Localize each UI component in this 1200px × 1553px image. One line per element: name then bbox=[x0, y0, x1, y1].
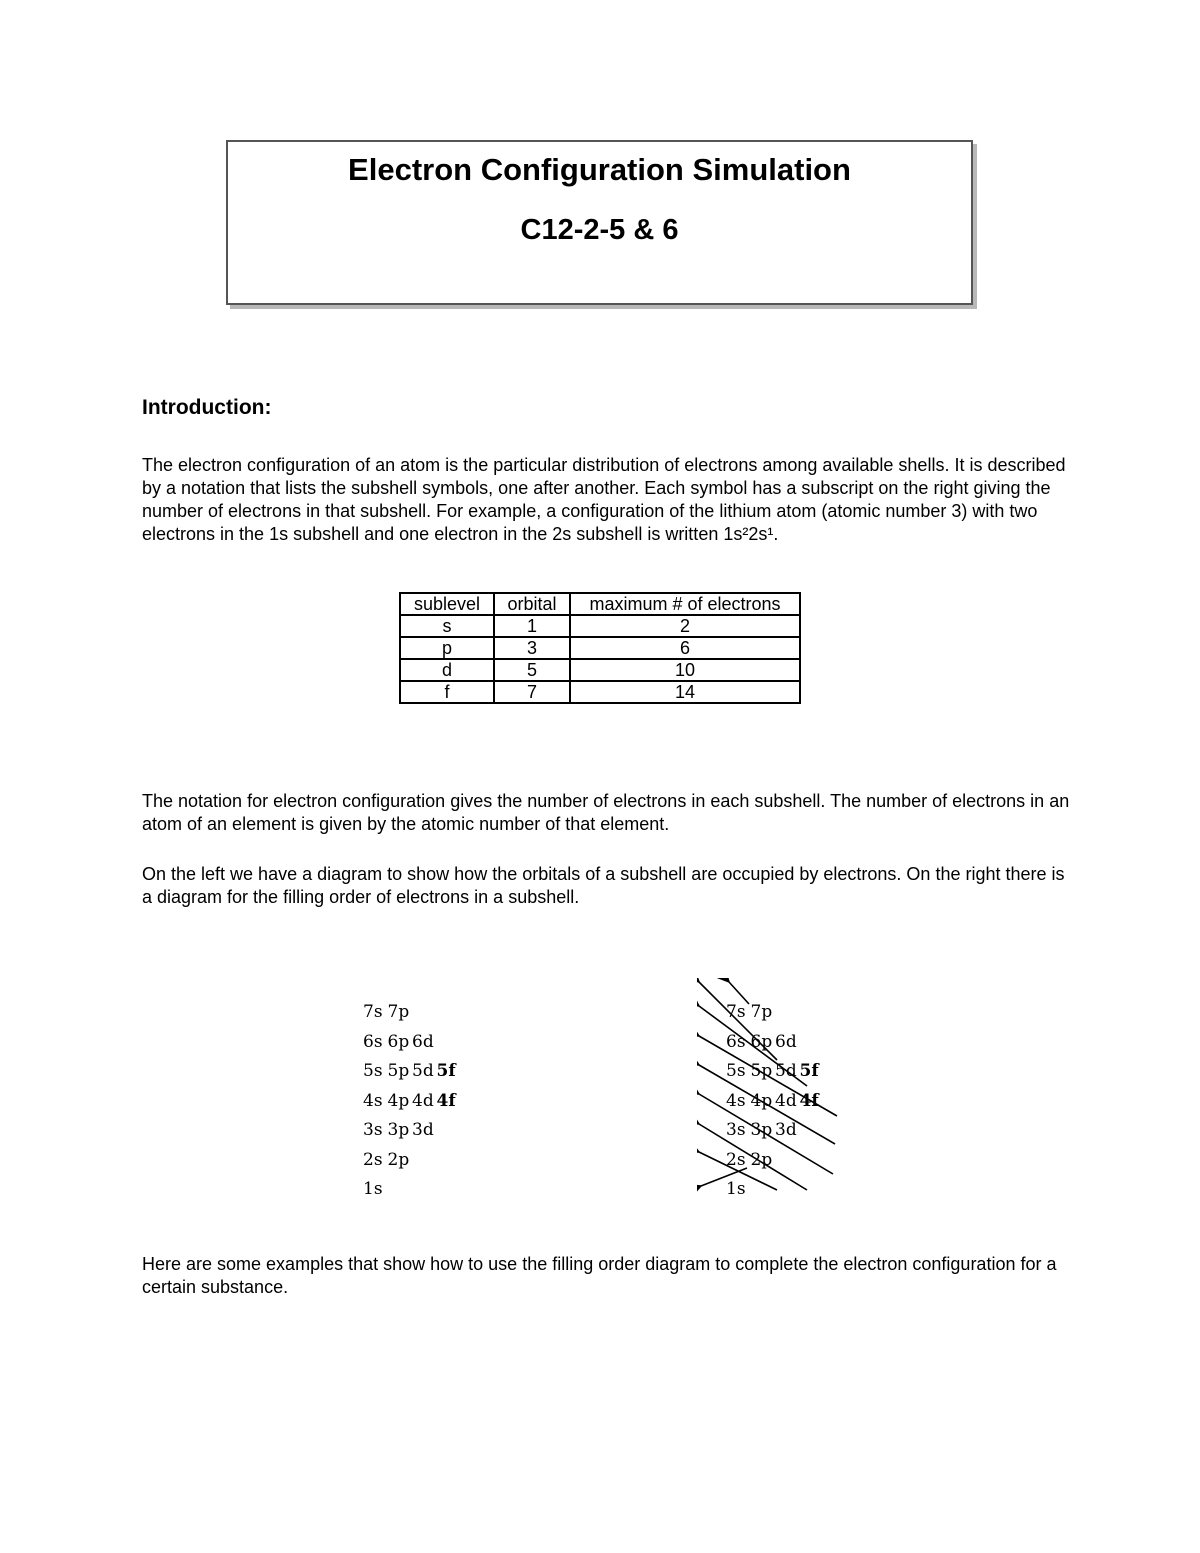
subshell-label: 3d bbox=[775, 1120, 797, 1140]
subshell-label: 5f bbox=[799, 1061, 819, 1081]
subshell-label: 4p bbox=[750, 1090, 773, 1111]
subshell-label: 3d bbox=[412, 1120, 434, 1140]
subshell-label: 2p bbox=[387, 1149, 410, 1170]
subshell-label: 4s bbox=[363, 1090, 383, 1111]
table-cell: 14 bbox=[570, 681, 800, 703]
subshell-label: 3p bbox=[387, 1120, 410, 1140]
subshell-label: 5s bbox=[363, 1061, 383, 1081]
table-row bbox=[400, 637, 800, 659]
subshell-label: 6s bbox=[363, 1031, 383, 1052]
subshell-label: 7s bbox=[363, 1002, 383, 1022]
table-header-cell: sublevel bbox=[400, 593, 494, 615]
subshell-label: 7p bbox=[387, 1002, 410, 1022]
table-header-cell: maximum # of electrons bbox=[570, 593, 800, 615]
subshell-label: 6p bbox=[750, 1031, 773, 1052]
title-box bbox=[226, 140, 973, 305]
subshell-label: 6d bbox=[412, 1031, 434, 1052]
document-code: C12-2-5 & 6 bbox=[520, 214, 679, 246]
table-row bbox=[400, 659, 800, 681]
subshell-label: 5d bbox=[775, 1061, 797, 1081]
document-title: Electron Configuration Simulation bbox=[348, 152, 851, 187]
diagram-description-paragraph: On the left we have a diagram to show how the orbitals of a subshell are occupied by electrons. On the right there is a diagram for the filling order of electrons in a subshell. bbox=[142, 864, 1065, 907]
table-cell: s bbox=[400, 615, 494, 637]
subshell-label: 6p bbox=[387, 1031, 410, 1052]
subshell-label: 5d bbox=[412, 1061, 434, 1081]
table-cell: 5 bbox=[494, 659, 570, 681]
table-cell: p bbox=[400, 637, 494, 659]
subshell-label: 6s bbox=[726, 1031, 746, 1052]
table-header-cell: orbital bbox=[494, 593, 570, 615]
subshell-label: 7s bbox=[726, 1002, 746, 1022]
table-row bbox=[400, 681, 800, 703]
subshell-label: 2s bbox=[363, 1149, 383, 1170]
subshell-label: 3p bbox=[750, 1120, 773, 1140]
table-cell: d bbox=[400, 659, 494, 681]
subshell-label: 4s bbox=[726, 1090, 746, 1111]
sublevel-table bbox=[399, 592, 801, 704]
subshell-label: 5s bbox=[726, 1061, 746, 1081]
subshell-label: 3s bbox=[363, 1120, 383, 1140]
subshell-label: 4d bbox=[412, 1090, 434, 1111]
introduction-heading: Introduction: bbox=[142, 396, 272, 419]
subshell-label: 6d bbox=[775, 1031, 797, 1052]
filling-order-arrow bbox=[729, 982, 749, 1004]
table-cell: 10 bbox=[570, 659, 800, 681]
subshell-label: 2p bbox=[750, 1149, 773, 1170]
table-row bbox=[400, 615, 800, 637]
table-cell: 6 bbox=[570, 637, 800, 659]
table-cell: 7 bbox=[494, 681, 570, 703]
filling-order-diagram bbox=[697, 978, 857, 1203]
subshell-label: 7p bbox=[750, 1002, 773, 1022]
subshell-label: 5p bbox=[750, 1061, 773, 1081]
subshell-label: 3s bbox=[726, 1120, 746, 1140]
subshell-label: 4f bbox=[436, 1090, 456, 1111]
subshell-label: 5p bbox=[387, 1061, 410, 1081]
subshell-label: 4p bbox=[387, 1090, 410, 1111]
table-header-row bbox=[400, 593, 800, 615]
notation-paragraph: The notation for electron configuration gives the number of electrons in each subshell. The number of electrons in an atom of an element is given by the atomic number of that element. bbox=[142, 791, 1070, 834]
subshell-label: 1s bbox=[363, 1179, 383, 1199]
subshell-label: 4f bbox=[799, 1090, 819, 1111]
table-cell: 2 bbox=[570, 615, 800, 637]
examples-paragraph: Here are some examples that show how to use the filling order diagram to complete the electron configuration for a certain substance. bbox=[142, 1254, 1057, 1297]
table-cell: 1 bbox=[494, 615, 570, 637]
intro-paragraph: The electron configuration of an atom is the particular distribution of electrons among available shells. It is described by a notation that lists the subshell symbols, one after another. Each symbol has a subscript on the right giving the number of electrons in that subshell. For example, a configuration of the lithium atom (atomic number 3) with two electrons in the 1s subshell and one electron in the 2s subshell is written 1s²2s¹. bbox=[142, 455, 1066, 544]
table-cell: f bbox=[400, 681, 494, 703]
subshell-label: 2s bbox=[726, 1149, 746, 1170]
subshell-label: 1s bbox=[726, 1179, 746, 1199]
subshell-label: 5f bbox=[436, 1061, 456, 1081]
table-cell: 3 bbox=[494, 637, 570, 659]
subshell-label: 4d bbox=[775, 1090, 797, 1111]
